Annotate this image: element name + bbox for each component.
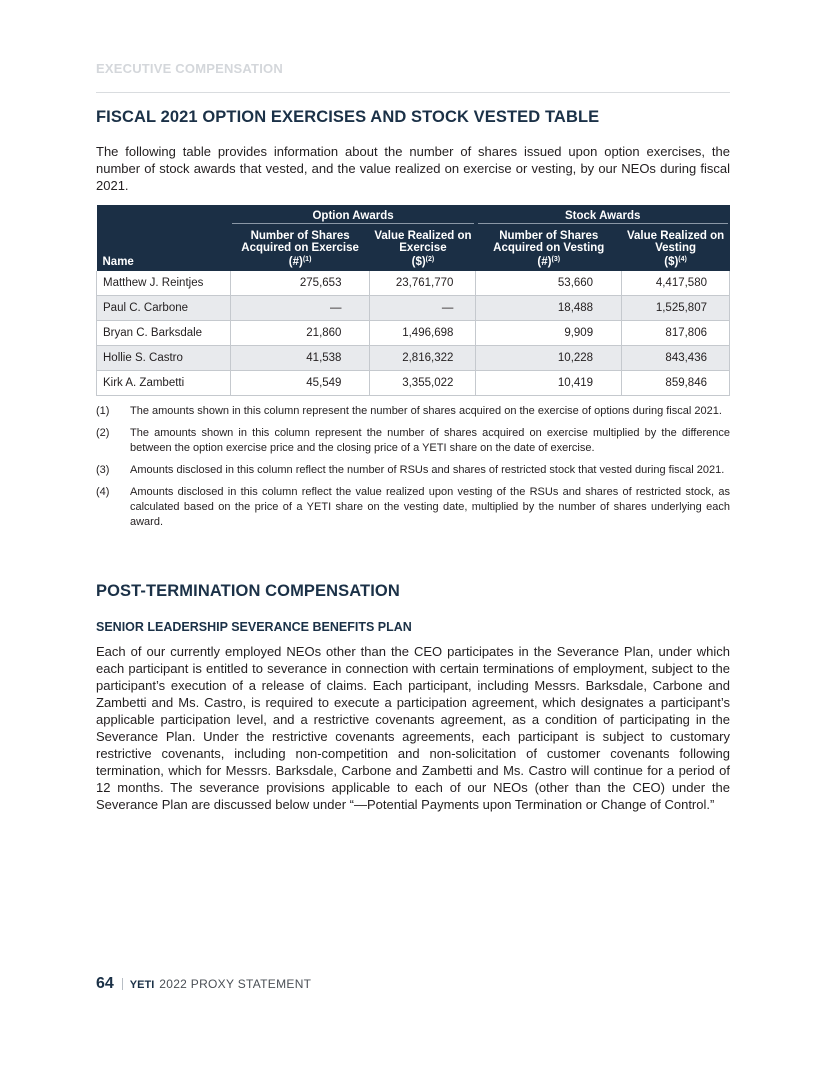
table-header-blank: [97, 205, 231, 224]
table-row: [97, 371, 730, 396]
footnote-text: The amounts shown in this column represent the number of shares acquired on the exercise of options during fiscal 2021.: [130, 405, 722, 417]
footnote-number: (1): [96, 405, 110, 417]
name-column-header: Name: [97, 224, 231, 271]
page-number: 64: [96, 975, 114, 992]
option-exercises-stock-vested-table: [96, 205, 730, 396]
footnote: [96, 426, 730, 456]
table-row: [97, 271, 730, 296]
table-section-title: FISCAL 2021 OPTION EXERCISES AND STOCK VESTED TABLE: [96, 108, 600, 126]
table-row: [97, 296, 730, 321]
footnote-text: Amounts disclosed in this column reflect the value realized upon vesting of the RSUs and shares of restricted stock, as calculated based on the price of a YETI share on the vesting date, multiplied by the number of shares underlying each award.: [130, 486, 730, 528]
shares-acquired-on-exercise: 45,549: [230, 371, 370, 396]
table-footnotes: [96, 404, 730, 537]
footer-document-title: 2022 PROXY STATEMENT: [159, 977, 312, 991]
shares-acquired-on-vesting: 10,228: [476, 346, 622, 371]
footnote-number: (2): [96, 427, 110, 439]
footer-divider: [122, 978, 123, 990]
shares-acquired-on-vesting: 53,660: [476, 271, 622, 296]
value-realized-on-vesting: 4,417,580: [622, 271, 730, 296]
footnote-number: (4): [96, 486, 110, 498]
stock-awards-group-header: Stock Awards: [476, 205, 730, 224]
shares-acquired-on-exercise: 21,860: [230, 321, 370, 346]
value-realized-on-exercise: 3,355,022: [370, 371, 476, 396]
neo-name: Hollie S. Castro: [97, 346, 231, 371]
value-realized-on-exercise: 23,761,770: [370, 271, 476, 296]
table-row: [97, 321, 730, 346]
neo-name: Bryan C. Barksdale: [97, 321, 231, 346]
page-footer: [96, 975, 311, 993]
severance-plan-paragraph: Each of our currently employed NEOs other than the CEO participates in the Severance Plan, under which each participant is entitled to severance in connection with certain terminations of employment, subject to the participant’s execution of a release of claims. Each participant, including Messrs. Barksdale, Carbone and Zambetti and Ms. Castro, is required to execute a participation agreement, which designates a participant’s applicable participation level, and a restrictive covenants agreement, as a condition of participating in the Severance Plan. Under the restrictive covenants agreements, each participant is subject to customary restrictive covenants, including non-competition and non-solicitation of customer covenants following termination, which for Messrs. Barksdale, Carbone and Zambetti and Ms. Castro will continue for a period of 12 months. The severance provisions applicable to each of our NEOs (other than the CEO) under the Severance Plan are discussed below under “—Potential Payments upon Termination or Change of Control.”: [96, 644, 730, 812]
header-divider: [96, 92, 730, 93]
severance-plan-subtitle: SENIOR LEADERSHIP SEVERANCE BENEFITS PLAN: [96, 620, 412, 634]
footnote: [96, 404, 730, 419]
shares-acquired-on-vesting: 9,909: [476, 321, 622, 346]
neo-name: Matthew J. Reintjes: [97, 271, 231, 296]
footer-brand: YETI: [129, 979, 155, 991]
footnote-text: The amounts shown in this column represent the number of shares acquired on exercise multiplied by the difference between the option exercise price and the closing price of a YETI share on the date of exercise.: [130, 427, 730, 454]
value-realized-on-vesting: 817,806: [622, 321, 730, 346]
footnote-number: (3): [96, 464, 110, 476]
shares-acquired-on-exercise: 275,653: [230, 271, 370, 296]
neo-name: Paul C. Carbone: [97, 296, 231, 321]
option-awards-group-header: Option Awards: [230, 205, 476, 224]
post-termination-title: POST-TERMINATION COMPENSATION: [96, 582, 400, 600]
neo-name: Kirk A. Zambetti: [97, 371, 231, 396]
shares-acquired-on-exercise: 41,538: [230, 346, 370, 371]
value-realized-on-exercise: —: [370, 296, 476, 321]
table-column-header-row: [97, 224, 730, 271]
intro-paragraph: The following table provides information about the number of shares issued upon option exercises, the number of stock awards that vested, and the value realized on exercise or vesting, by our NEOs during fiscal 2021.: [96, 144, 730, 193]
footnote: [96, 463, 730, 478]
value-realized-on-exercise: 2,816,322: [370, 346, 476, 371]
footnote-text: Amounts disclosed in this column reflect the number of RSUs and shares of restricted stock that vested during fiscal 2021.: [130, 464, 725, 476]
shares-acquired-on-vesting-header: Number of Shares Acquired on Vesting (#)$^{(3)}$: [476, 224, 622, 271]
section-label: EXECUTIVE COMPENSATION: [96, 61, 283, 76]
shares-acquired-on-vesting: 10,419: [476, 371, 622, 396]
footnote: [96, 485, 730, 530]
value-realized-on-vesting: 843,436: [622, 346, 730, 371]
value-realized-on-exercise-header: Value Realized on Exercise ($)$^{(2)}$: [370, 224, 476, 271]
value-realized-on-exercise: 1,496,698: [370, 321, 476, 346]
table-group-header-row: [97, 205, 730, 224]
shares-acquired-on-vesting: 18,488: [476, 296, 622, 321]
shares-acquired-on-exercise: —: [230, 296, 370, 321]
table-row: [97, 346, 730, 371]
value-realized-on-vesting-header: Value Realized on Vesting ($)$^{(4)}$: [622, 224, 730, 271]
value-realized-on-vesting: 859,846: [622, 371, 730, 396]
value-realized-on-vesting: 1,525,807: [622, 296, 730, 321]
shares-acquired-on-exercise-header: Number of Shares Acquired on Exercise (#)$^{(1)}$: [230, 224, 370, 271]
